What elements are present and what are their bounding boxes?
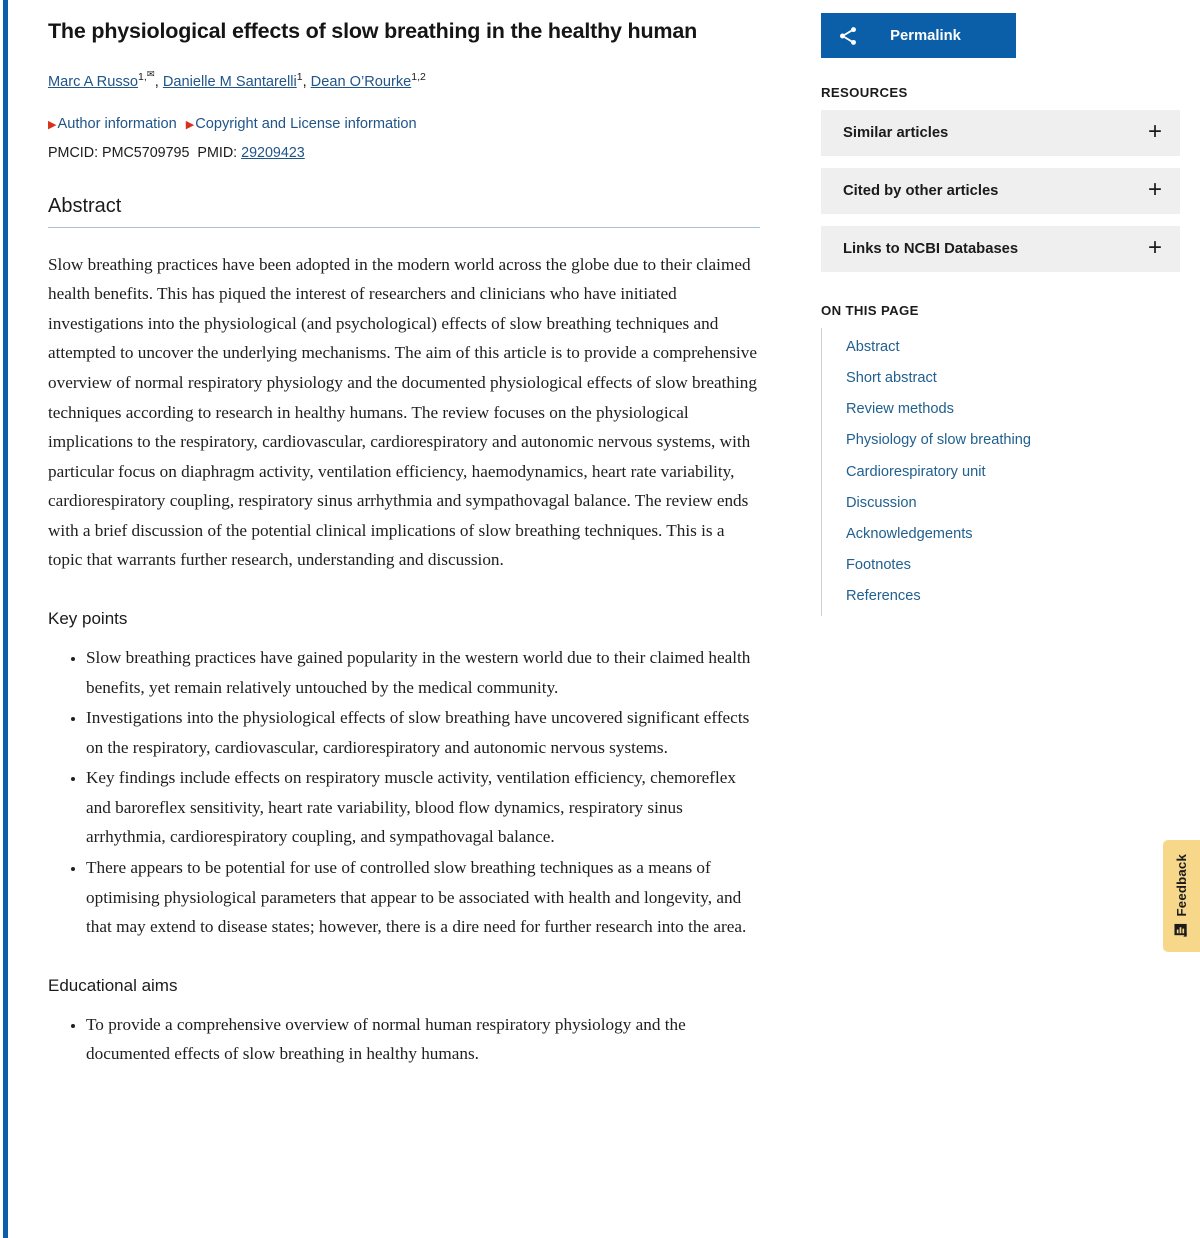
feedback-tab[interactable]: [1163, 840, 1200, 952]
author-link-2[interactable]: Danielle M Santarelli: [162, 73, 297, 90]
nav-item-cardiorespiratory-unit[interactable]: Cardiorespiratory unit: [846, 463, 986, 480]
on-this-page-nav: [821, 328, 1180, 616]
resource-cited-by-other-articles[interactable]: [821, 168, 1180, 214]
list-item: [822, 488, 1180, 519]
resource-links-to-ncbi-databases[interactable]: [821, 226, 1180, 272]
author-list: [48, 70, 760, 92]
author-information-link[interactable]: Author information: [57, 116, 177, 133]
plus-icon[interactable]: +: [1147, 176, 1162, 203]
feedback-label: Feedback: [1174, 853, 1189, 917]
list-item: [822, 394, 1180, 425]
sidebar-column: [805, 0, 1200, 616]
abstract-heading: Abstract: [48, 195, 760, 228]
key-points-heading: Key points: [48, 609, 128, 628]
author-link-3[interactable]: Dean O’Rourke: [310, 73, 412, 90]
list-item: [822, 550, 1180, 581]
list-item: • There appears to be potential for use of controlled slow breathing techniques as a means of optimising physiological parameters that appear to be associated with health and longevity, and that may extend to disease states; however, there is a dire need for further research into the area.: [86, 853, 760, 942]
nav-item-discussion[interactable]: Discussion: [846, 494, 917, 511]
list-item: [822, 425, 1180, 456]
list-item: • Key findings include effects on respiratory muscle activity, ventilation efficiency, chemoreflex and baroreflex sensitivity, heart rate variability, blood flow dynamics, respiratory sinus arrhythmia, cardiorespiratory coupling, and sympathovagal balance.: [86, 763, 760, 852]
author-affiliation-3: 1,2: [411, 70, 426, 83]
educational-aims-list: [48, 1010, 760, 1069]
triangle-right-icon: ▶: [185, 119, 195, 132]
article-identifiers: [48, 145, 760, 161]
key-points-list: [48, 643, 760, 942]
nav-item-physiology-of-slow-breathing[interactable]: Physiology of slow breathing: [846, 432, 1031, 449]
author-separator-2: ,: [302, 73, 311, 90]
nav-item-acknowledgements[interactable]: Acknowledgements: [846, 525, 973, 542]
nav-item-abstract[interactable]: Abstract: [846, 339, 900, 355]
resources-heading: RESOURCES: [821, 85, 908, 100]
list-item: • Investigations into the physiological effects of slow breathing have uncovered significant effects on the respiratory, cardiovascular, cardiorespiratory and autonomic nervous systems.: [86, 703, 760, 762]
info-links-row: [48, 114, 760, 134]
pmcid-label: PMCID:: [48, 144, 99, 161]
list-item: • To provide a comprehensive overview of normal human respiratory physiology and the documented effects of slow breathing in healthy humans.: [86, 1010, 760, 1069]
permalink-button-label: Permalink: [890, 27, 961, 44]
plus-icon[interactable]: +: [1147, 118, 1162, 145]
pmid-link[interactable]: 29209423: [241, 144, 305, 161]
nav-item-review-methods[interactable]: Review methods: [846, 401, 954, 418]
on-this-page-heading: ON THIS PAGE: [821, 303, 919, 318]
permalink-button[interactable]: [821, 13, 1016, 58]
pmcid-value: PMC5709795: [102, 144, 190, 161]
list-item: [822, 581, 1180, 612]
triangle-right-icon: ▶: [48, 119, 57, 132]
author-separator-1: ,: [154, 73, 163, 90]
copyright-license-link[interactable]: Copyright and License information: [195, 116, 417, 133]
list-item: [822, 457, 1180, 488]
page-title: The physiological effects of slow breathing in the healthy human: [48, 19, 698, 43]
list-item: [822, 363, 1180, 394]
resource-label: Cited by other articles: [843, 183, 999, 199]
nav-item-references[interactable]: References: [846, 588, 921, 605]
bar-chart-icon: [1174, 923, 1189, 938]
resource-label: Links to NCBI Databases: [843, 241, 1019, 257]
author-affiliation-1: 1,✉: [138, 68, 155, 83]
pmid-label: PMID:: [197, 144, 238, 161]
nav-item-short-abstract[interactable]: Short abstract: [846, 370, 937, 387]
list-item: [822, 332, 1180, 363]
share-icon: [837, 25, 859, 47]
abstract-paragraph: Slow breathing practices have been adopted in the modern world across the globe due to their claimed health benefits. This has piqued the interest of researchers and clinicians who have initiated investigations into the physiological (and psychological) effects of slow breathing techniques and attempted to uncover the underlying mechanisms. The aim of this article is to provide a comprehensive overview of normal respiratory physiology and the documented physiological effects of slow breathing techniques according to research in healthy humans. The review focuses on the physiological implications to the respiratory, cardiovascular, cardiorespiratory and autonomic nervous systems, with particular focus on diaphragm activity, ventilation efficiency, haemodynamics, heart rate variability, cardiorespiratory coupling, respiratory sinus arrhythmia and sympathovagal balance. The review ends with a brief discussion of the potential clinical implications of slow breathing techniques. This is a topic that warrants further research, understanding and discussion.: [48, 254, 757, 570]
list-item: • Slow breathing practices have gained popularity in the western world due to their claimed health benefits, yet remain relatively untouched by the medical community.: [86, 643, 760, 702]
nav-item-footnotes[interactable]: Footnotes: [846, 557, 911, 574]
resource-label: Similar articles: [843, 125, 949, 141]
resource-similar-articles[interactable]: [821, 110, 1180, 156]
list-item: [822, 519, 1180, 550]
educational-aims-heading: Educational aims: [48, 975, 178, 995]
author-link-1[interactable]: Marc A Russo: [48, 73, 139, 90]
author-affiliation-2: 1: [296, 70, 303, 83]
corresponding-author-envelope-icon: ✉: [146, 68, 155, 80]
plus-icon[interactable]: +: [1147, 234, 1162, 261]
